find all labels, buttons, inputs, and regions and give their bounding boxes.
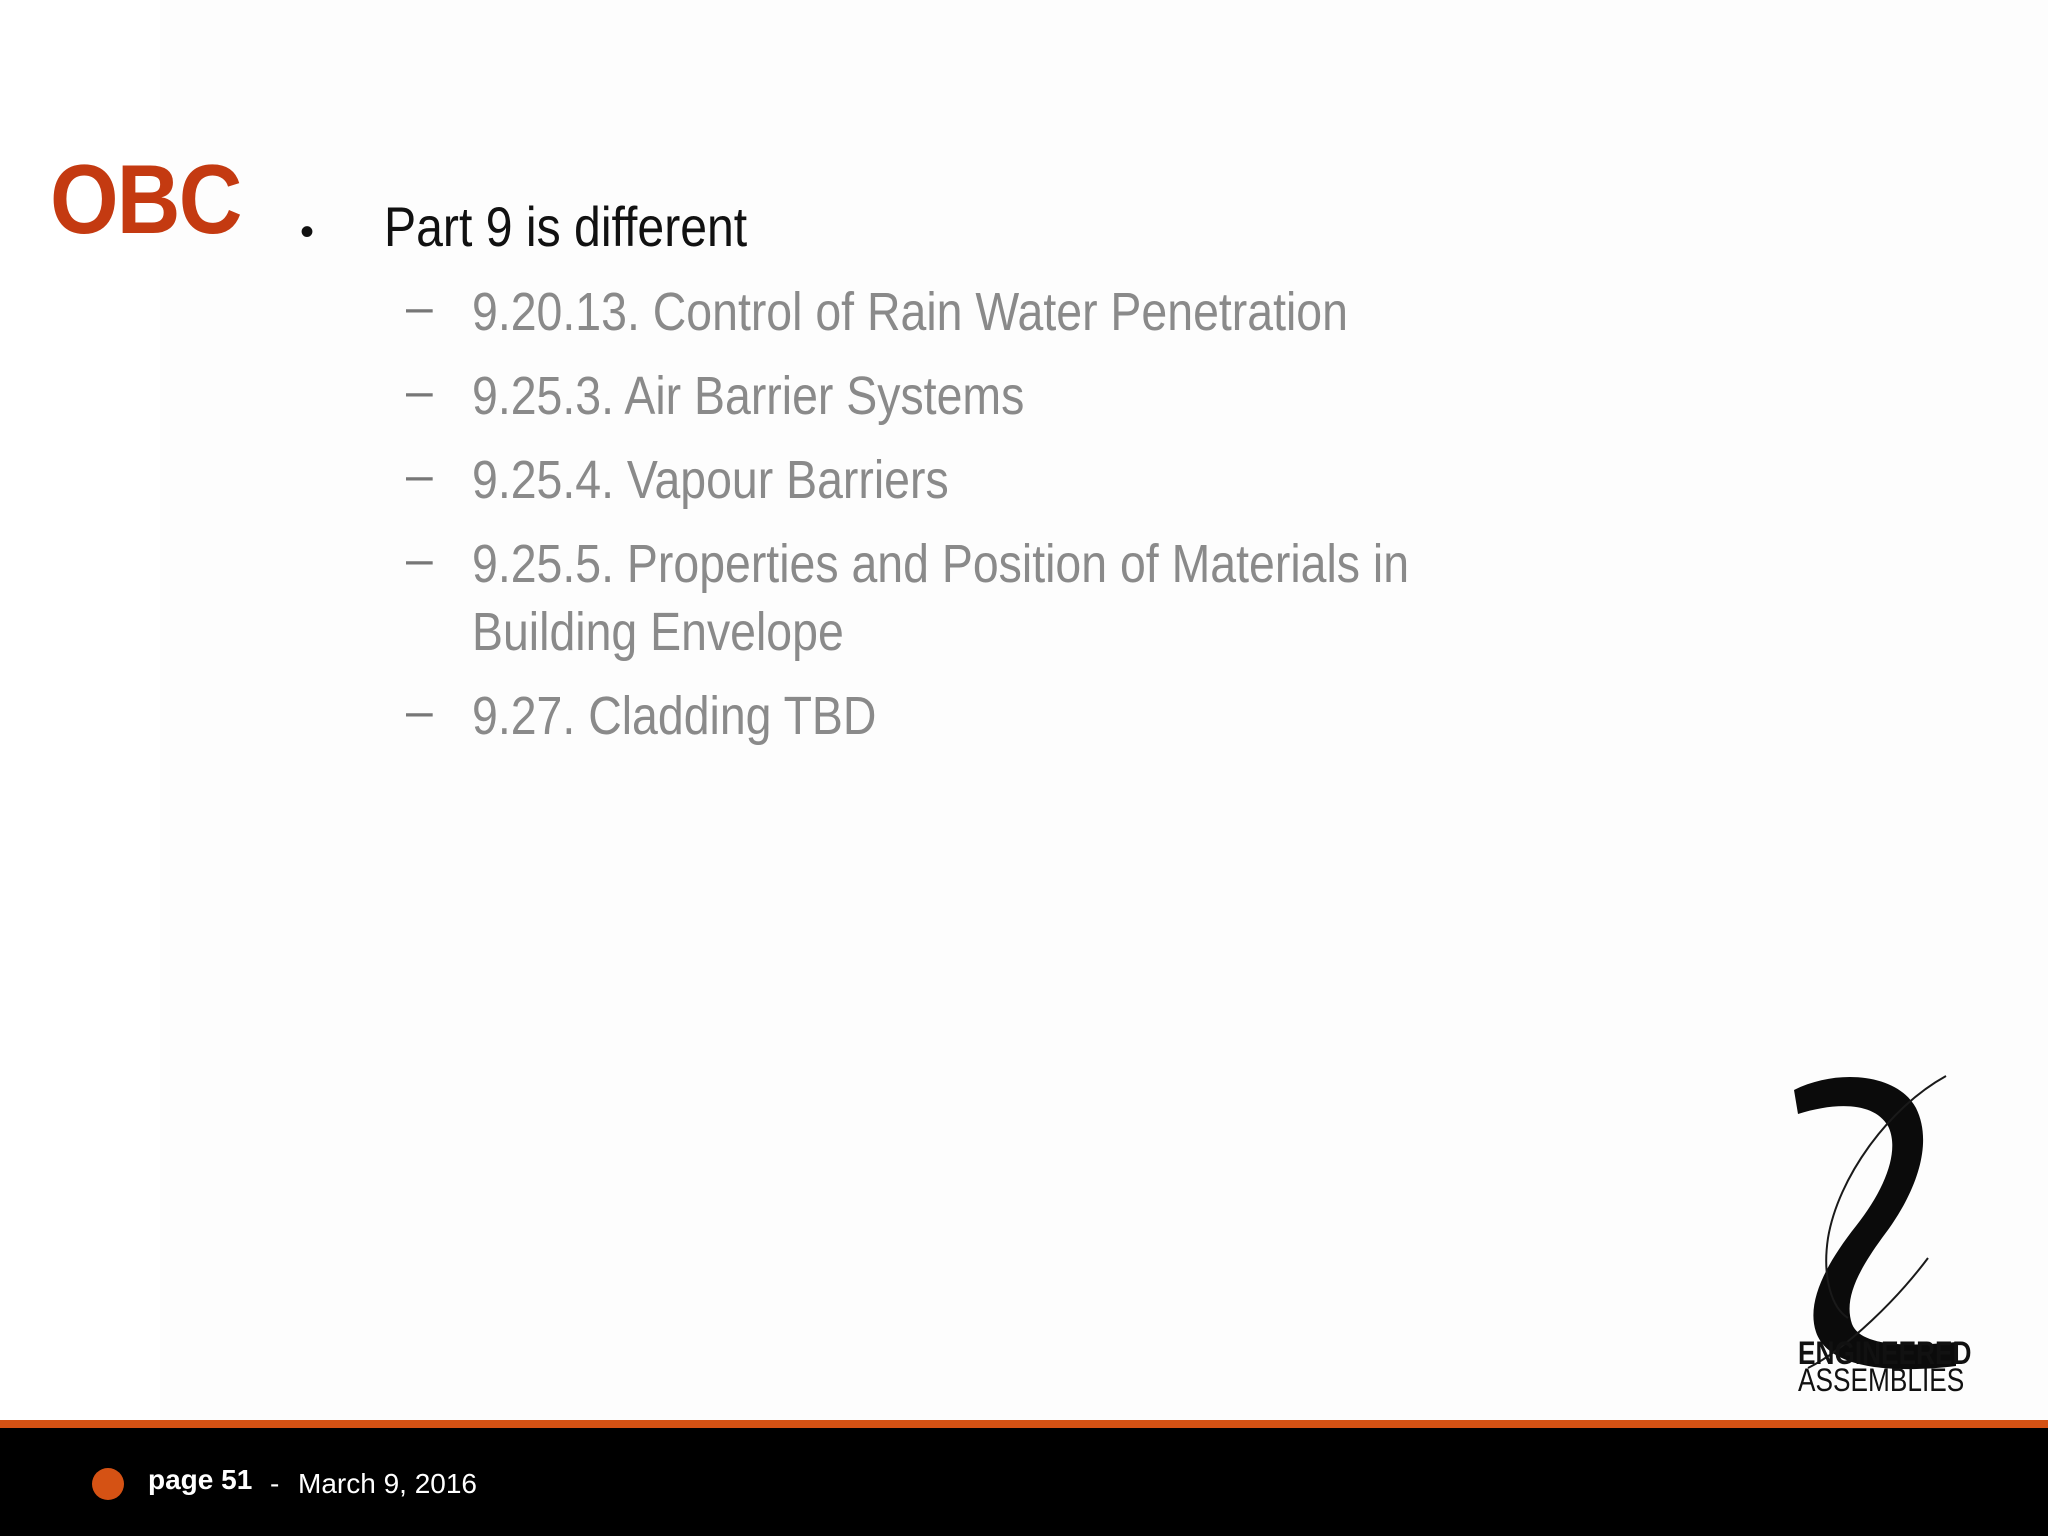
footer-dot-icon (92, 1468, 124, 1500)
sub-bullet-text: 9.20.13. Control of Rain Water Penetration (472, 282, 1348, 342)
sub-bullet-text: 9.27. Cladding TBD (472, 686, 877, 746)
sub-bullet-list (300, 278, 1700, 750)
logo-wordmark-line1: ENGINEERED (1798, 1335, 1972, 1371)
dash-marker: – (406, 533, 433, 586)
footer-date: March 9, 2016 (298, 1468, 477, 1499)
dash-marker: – (406, 685, 433, 738)
footer-separator: - (270, 1468, 280, 1499)
footer (0, 1428, 2048, 1536)
slide-content (300, 196, 1700, 766)
sub-bullet-item (300, 362, 1700, 430)
dash-marker: – (406, 449, 433, 502)
sub-bullet-text: 9.25.3. Air Barrier Systems (472, 366, 1025, 426)
logo-wordmark-line2: ASSEMBLIES (1798, 1362, 1965, 1398)
sub-bullet-text: 9.25.5. Properties and Position of Materials in Building Envelope (472, 534, 1410, 662)
footer-accent-bar (0, 1420, 2048, 1428)
bullet-dot: • (300, 210, 315, 254)
dash-marker: – (406, 365, 433, 418)
bullet-text: Part 9 is different (384, 195, 748, 258)
sub-bullet-text: 9.25.4. Vapour Barriers (472, 450, 949, 510)
bullet-item (300, 196, 1700, 268)
sub-bullet-item (300, 278, 1700, 346)
page-number: page 51 (148, 1464, 253, 1495)
sub-bullet-item (300, 682, 1700, 750)
sub-bullet-item (300, 446, 1700, 514)
section-title: OBC (50, 144, 241, 254)
dash-marker: – (406, 281, 433, 334)
sub-bullet-item (300, 530, 1700, 666)
